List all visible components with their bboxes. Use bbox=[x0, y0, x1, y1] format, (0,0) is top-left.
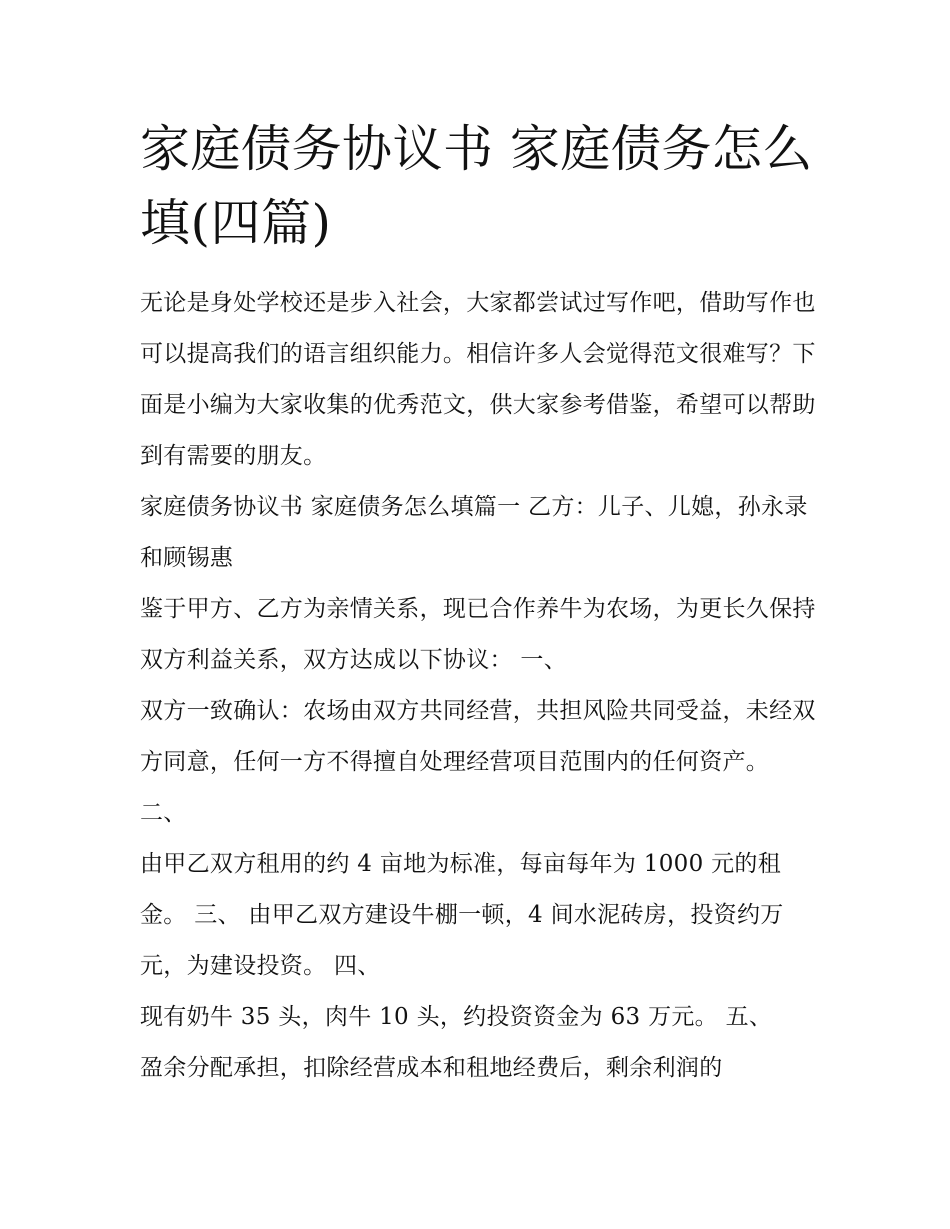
paragraph-part-one-heading: 家庭债务协议书 家庭债务怎么填篇一 乙方：儿子、儿媳，孙永录和顾锡惠 bbox=[140, 494, 808, 571]
paragraph-clause-one: 双方一致确认：农场由双方共同经营，共担风险共同受益，未经双方同意，任何一方不得擅自处理经营项目范围内的任何资产。 二、 bbox=[140, 698, 816, 826]
paragraph-clause-five: 盈余分配承担，扣除经营成本和租地经费后，剩余利润的 bbox=[140, 1055, 723, 1081]
paragraph-agreement-preamble: 鉴于甲方、乙方为亲情关系，现已合作养牛为农场，为更长久保持双方利益关系，双方达成以下协议： 一、 bbox=[140, 596, 816, 673]
paragraph-intro: 无论是身处学校还是步入社会，大家都尝试过写作吧，借助写作也可以提高我们的语言组织能力。相信许多人会觉得范文很难写？下面是小编为大家收集的优秀范文，供大家参考借鉴，希望可以帮助到有需要的朋友。 bbox=[140, 290, 816, 469]
paragraph-clause-two-three: 由甲乙双方租用的约 4 亩地为标准，每亩每年为 1000 元的租金。 三、 由甲乙双方建设牛棚一顿，4 间水泥砖房，投资约万元，为建设投资。 四、 bbox=[140, 851, 784, 979]
document-title: 家庭债务协议书 家庭债务怎么填(四篇) bbox=[140, 120, 813, 252]
paragraph-clause-four: 现有奶牛 35 头，肉牛 10 头，约投资资金为 63 万元。 五、 bbox=[140, 1004, 773, 1030]
document-body bbox=[140, 278, 820, 1094]
